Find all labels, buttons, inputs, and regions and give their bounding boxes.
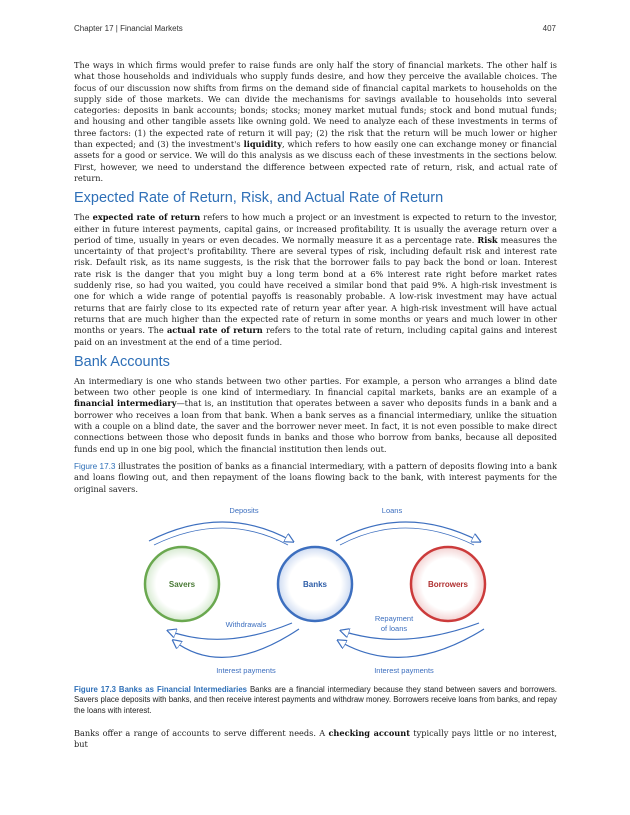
term-expected-rate-of-return: expected rate of return	[92, 212, 201, 223]
term-risk: Risk	[477, 234, 498, 245]
expected-return-paragraph	[74, 212, 557, 348]
flow-diagram	[74, 501, 557, 681]
loans-label: Loans	[381, 505, 403, 515]
intro-paragraph	[74, 60, 557, 184]
term-actual-rate-of-return: actual rate of return	[166, 325, 263, 336]
intro-text: The ways in which firms would prefer to raise funds are only half the story of financial markets. The other half is what those households and individuals who supply funds desire, and how they perceive the available choices. The focus of our discussion now shifts from firms on the demand side of financial capital markets to households on the supply side of those markets. We can divide the mechanisms for savings available to households into several categories: deposits in bank accounts; bonds; stocks; money market mutual funds; stock and bond mutual funds; and housing and other tangible assets like owning gold. We need to analyze each of these investments in terms of three factors: (1) the expected rate of return it will pay; (2) the risk that the return will be much lower or higher than expected; and (3) the investment's	[74, 60, 557, 150]
interest-right-label: Interest payments	[374, 665, 434, 675]
text: typically pays little or no interest, but	[74, 728, 557, 750]
page-body	[74, 60, 557, 757]
interest-left-label: Interest payments	[216, 665, 276, 675]
text: measures the uncertainty of that project's profitability. There are several types of risk, including default risk and interest rate risk. Default risk, as its name suggests, is the risk that the borrower fails to pay back the bond or loan. Interest rate risk is the danger that you might buy a long term bond at a 6% interest rate right before market rates suddenly rise, so had you waited, you could have received a similar bond that paid 9%. A high-risk investment is one for which a wide range of potential payoffs is reasonably probable. A low-risk investment may have actual returns that are fairly close to its expected rate of return year after year. A high-risk investment will have actual returns that are much higher than the expected rate of return in some months or years and much lower in other months or years. The	[74, 234, 558, 336]
repayment-label-line1: Repayment	[374, 613, 414, 623]
text: refers to how much a project or an investment is expected to return to the investor, either in future interest payments, capital gains, or increased profitability. It is usually the average return over a period of time, usually in years or even decades. We normally measure it as a percentage rate.	[74, 212, 557, 245]
section-heading-expected-return: Expected Rate of Return, Risk, and Actual Rate of Return	[74, 190, 444, 207]
savers-label: Savers	[168, 579, 196, 589]
borrowers-label: Borrowers	[427, 579, 469, 589]
running-header-chapter: Chapter 17 | Financial Markets	[74, 24, 183, 33]
section-heading-bank-accounts: Bank Accounts	[74, 353, 170, 370]
term-checking-account: checking account	[328, 728, 410, 739]
text: —that is, an institution that operates between a saver who deposits funds in a bank and a borrower who receives a loan from that bank. When a bank serves as a financial intermediary, unlike the situation with a couple on a blind date, the saver and the borrower never meet. In fact, it is not even possible to make direct connections between those who deposit funds in banks and those who borrow from banks, because all deposited funds end up in one big pool, which the financial institution then lends out.	[74, 398, 557, 454]
caption-label: Figure 17.3 Banks as Financial Intermediaries	[74, 684, 248, 694]
caption-text: Banks are a financial intermediary because they stand between savers and borrowers. Savers place deposits with banks, and then receive interest payments and withdraw money. Borrowers receive loans from banks, and repay the loans with interest.	[74, 684, 557, 715]
withdrawals-label: Withdrawals	[225, 619, 267, 629]
text: Banks offer a range of accounts to serve different needs. A	[74, 728, 329, 739]
figure-link[interactable]: Figure 17.3	[74, 461, 116, 471]
text: An intermediary is one who stands between two other parties. For example, a person who arranges a blind date between two other people is one kind of intermediary. In financial capital markets, banks are an example of a	[74, 375, 557, 398]
banks-label: Banks	[302, 579, 328, 589]
figure-banks-intermediaries	[74, 501, 557, 681]
interest-left-arrow	[174, 629, 299, 657]
figure-caption	[74, 685, 557, 716]
closing-paragraph	[74, 728, 557, 751]
text: The	[74, 212, 93, 223]
term-financial-intermediary: financial intermediary	[74, 398, 177, 409]
deposits-label: Deposits	[229, 505, 259, 515]
text: refers to the total rate of return, including capital gains and interest paid on an investment at the end of a time period.	[74, 325, 558, 347]
figure-reference-paragraph	[74, 461, 557, 495]
page-number: 407	[542, 24, 556, 33]
interest-right-arrow	[339, 629, 484, 657]
repayment-label-line2: of loans	[380, 623, 408, 633]
term-liquidity: liquidity	[243, 139, 282, 150]
intro-tail: , which refers to how easily one can exchange money or financial assets for a good or service. We will do this analysis as we discuss each of these investments in the sections below. First, however, we need to understand the difference between expected rate of return, risk, and actual rate of return.	[74, 139, 558, 183]
repayment-arrow	[342, 623, 479, 639]
intermediary-paragraph	[74, 376, 557, 455]
text: illustrates the position of banks as a financial intermediary, with a pattern of deposits flowing into a bank and loans flowing out, and then repayment of the loans flowing back to the bank, with interest payments for the original savers.	[74, 460, 557, 494]
